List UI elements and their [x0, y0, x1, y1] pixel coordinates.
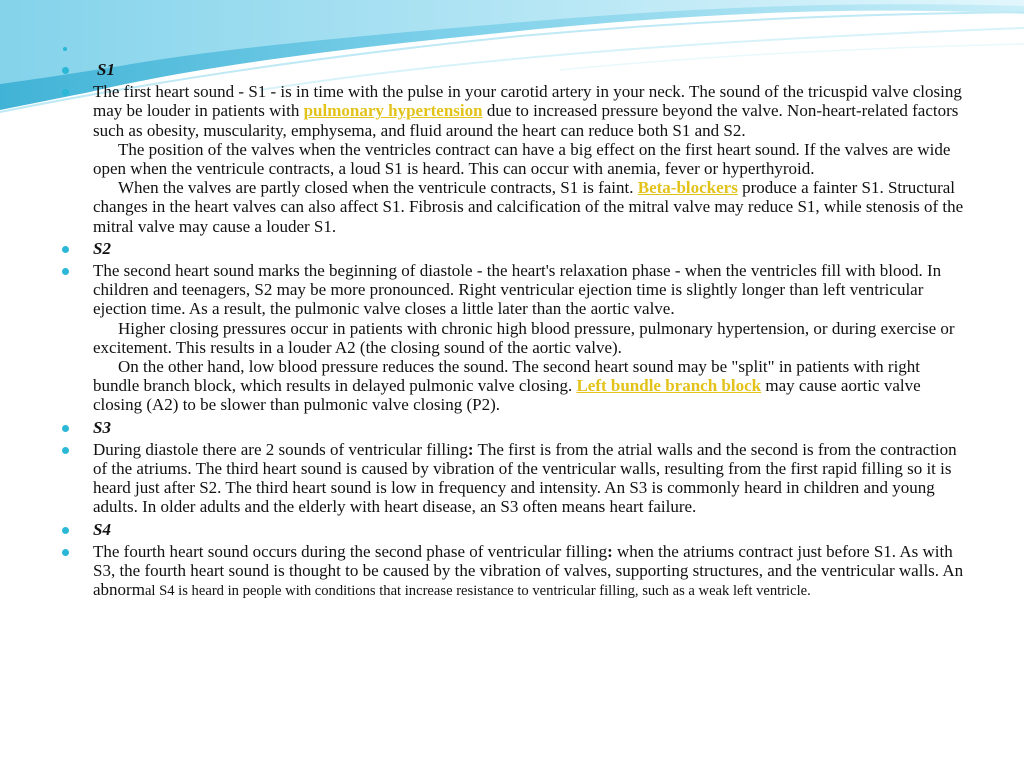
- link-beta-blockers[interactable]: Beta-blockers: [637, 178, 738, 198]
- bullet-dot-icon: [62, 67, 69, 74]
- bullet-dot-icon: [62, 246, 69, 253]
- list-item-s2-body: [60, 261, 965, 415]
- slide-content: [60, 38, 965, 604]
- s1-paragraph-3: When the valves are partly closed when the ventricule contracts, S1 is faint. Beta-blockers produce a fainter S1. Structural changes in the heart valves can also affect S1. Fibrosis and calcification of the mitral valve may reduce S1, while stenosis of the mitral valve may cause a louder S1.: [93, 178, 964, 236]
- bullet-dot-icon: [62, 549, 69, 556]
- bullet-dot-icon: [62, 89, 69, 96]
- list-item-s3-body: [60, 440, 965, 517]
- list-item-s4-heading: [60, 520, 965, 539]
- bullet-dot-icon: [62, 268, 69, 275]
- list-item-s4-body: [60, 542, 965, 602]
- list-item-s3-heading: [60, 418, 965, 437]
- heading-s4: S4: [93, 519, 111, 539]
- s2-paragraph-3: On the other hand, low blood pressure reduces the sound. The second heart sound may be "split" in patients with right bundle branch block, which results in delayed pulmonic valve closing. Left bundle branch block may cause aortic valve closing (A2) to be slower than pulmonic valve closing (P2).: [93, 357, 921, 415]
- list-item-empty: [60, 38, 965, 57]
- list-item-s1-heading: [60, 60, 965, 79]
- bullet-dot-icon: [62, 425, 69, 432]
- heading-s3: S3: [93, 417, 111, 437]
- list-item-s2-heading: [60, 239, 965, 258]
- s1-paragraph-1: The first heart sound - S1 - is in time with the pulse in your carotid artery in your neck. The sound of the tricuspid valve closing may be louder in patients with pulmonary hypertension due to increased pressure beyond the valve. Non-heart-related factors such as obesity, muscularity, emphysema, and fluid around the heart can reduce both S1 and S2.: [93, 82, 962, 140]
- heading-s2: S2: [93, 238, 111, 258]
- bullet-dot-icon: [62, 527, 69, 534]
- bullet-dot-icon: [63, 47, 67, 51]
- bullet-dot-icon: [62, 447, 69, 454]
- s1-paragraph-2: The position of the valves when the ventricles contract can have a big effect on the first heart sound. If the valves are wide open when the ventricule contracts, a loud S1 is heard. This can occur with anemia, fever or hyperthyroid.: [93, 139, 951, 179]
- bullet-list: [60, 38, 965, 601]
- s4-paragraph-1: The fourth heart sound occurs during the second phase of ventricular filling: when the atriums contract just before S1. As with S3, the fourth heart sound is thought to be caused by the vibration of valves, supporting structures, and the ventricular walls. An abnormal S4 is heard in people with conditions that increase resistance to ventricular filling, such as a weak left ventricle.: [93, 541, 964, 600]
- heading-s1: S1: [97, 60, 115, 79]
- s2-paragraph-1: The second heart sound marks the beginning of diastole - the heart's relaxation phase - when the ventricles fill with blood. In children and teenagers, S2 may be more pronounced. Right ventricular ejection time is slightly longer than left ventricular ejection time. As a result, the pulmonic valve closes a little later than the aortic valve.: [93, 261, 942, 319]
- link-pulmonary-hypertension[interactable]: pulmonary hypertension: [303, 101, 483, 121]
- list-item-s1-body: [60, 82, 965, 236]
- s3-paragraph-1: During diastole there are 2 sounds of ventricular filling: The first is from the atrial walls and the second is from the contraction of the atriums. The third heart sound is caused by vibration of the ventricular walls, resulting from the first rapid filling so it is heard just after S2. The third heart sound is low in frequency and intensity. An S3 is commonly heard in children and young adults. In older adults and the elderly with heart disease, an S3 often means heart failure.: [93, 439, 957, 517]
- link-left-bundle-branch-block[interactable]: Left bundle branch block: [576, 376, 762, 396]
- s2-paragraph-2: Higher closing pressures occur in patients with chronic high blood pressure, pulmonary hypertension, or during exercise or excitement. This results in a louder A2 (the closing sound of the aortic valve).: [93, 318, 955, 357]
